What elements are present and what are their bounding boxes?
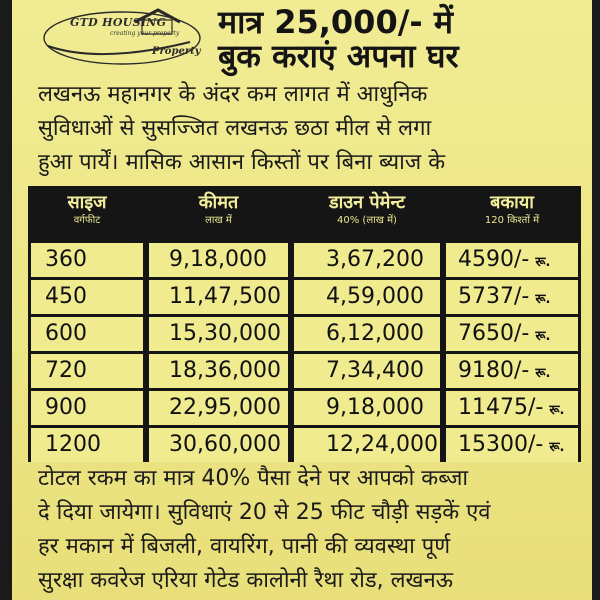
size-cell — [31, 428, 143, 462]
size-cell-value: 600 — [45, 321, 87, 346]
price-cell-value: 22,95,000 — [169, 395, 281, 420]
table-body — [28, 240, 581, 462]
header-size — [28, 192, 146, 228]
headline-price: मात्र 25,000/- में — [218, 3, 453, 41]
price-cell-value: 9,18,000 — [169, 247, 267, 272]
size-cell-value: 360 — [45, 247, 87, 272]
balance-cell — [446, 391, 578, 425]
price-cell — [149, 317, 288, 351]
logo-tagline: creating your property — [110, 30, 180, 37]
size-cell-value: 1200 — [45, 432, 101, 457]
price-cell — [149, 428, 288, 462]
header-price-sub: लाख में — [205, 215, 232, 226]
size-cell — [31, 391, 143, 425]
header-down-payment — [291, 192, 443, 228]
down-payment-cell-value: 7,34,400 — [326, 358, 424, 383]
right-border — [592, 0, 600, 600]
balance-cell-value: 7650/- — [458, 321, 530, 346]
left-border — [0, 0, 12, 600]
balance-cell — [446, 243, 578, 277]
balance-cell — [446, 428, 578, 462]
size-cell-value: 900 — [45, 395, 87, 420]
balance-cell-value: 9180/- — [458, 358, 530, 383]
balance-cell-value: 15300/- — [458, 432, 544, 457]
price-cell — [149, 280, 288, 314]
rupee-unit: रू. — [535, 255, 551, 270]
header-size-label: साइज — [67, 192, 107, 213]
footer-line: हर मकान में बिजली, वायरिंग, पानी की व्यवस्था पूर्ण — [38, 534, 451, 559]
down-payment-cell — [294, 280, 440, 314]
balance-cell — [446, 317, 578, 351]
price-cell — [149, 354, 288, 388]
rupee-unit: रू. — [549, 403, 565, 418]
header-price — [146, 192, 291, 228]
header-balance-label: बकाया — [490, 192, 534, 213]
down-payment-cell-value: 9,18,000 — [326, 395, 424, 420]
footer-line: सुरक्षा कवरेज एरिया गेटेड कालोनी रैथा रोड, लखनऊ — [38, 568, 454, 593]
down-payment-cell-value: 6,12,000 — [326, 321, 424, 346]
logo-property-word: Property — [152, 46, 201, 57]
price-cell — [149, 243, 288, 277]
footer-line: टोटल रकम का मात्र 40% पैसा देने पर आपको कब्जा — [38, 466, 469, 491]
intro-line: सुविधाओं से सुसज्जित लखनऊ छठा मील से लगा — [38, 116, 432, 141]
header-size-sub: वर्गफीट — [73, 215, 101, 226]
header-down-label: डाउन पेमेन्ट — [328, 192, 406, 213]
price-cell-value: 11,47,500 — [169, 284, 281, 309]
balance-cell — [446, 280, 578, 314]
down-payment-cell — [294, 428, 440, 462]
rupee-unit: रू. — [535, 329, 551, 344]
header-balance — [443, 192, 581, 228]
company-logo — [40, 6, 205, 68]
size-cell — [31, 243, 143, 277]
down-payment-cell — [294, 243, 440, 277]
size-cell-value: 720 — [45, 358, 87, 383]
down-payment-cell-value: 12,24,000 — [326, 432, 438, 457]
header-price-label: कीमत — [198, 192, 239, 213]
down-payment-cell — [294, 317, 440, 351]
rupee-unit: रू. — [549, 440, 565, 455]
price-cell-value: 18,36,000 — [169, 358, 281, 383]
table-header — [28, 186, 581, 240]
down-payment-cell — [294, 391, 440, 425]
balance-cell-value: 11475/- — [458, 395, 544, 420]
size-cell — [31, 280, 143, 314]
intro-line: हुआ पार्यें। मासिक आसान किस्तों पर बिना ब्याज के — [38, 150, 446, 175]
balance-cell-value: 4590/- — [458, 247, 530, 272]
down-payment-cell-value: 4,59,000 — [326, 284, 424, 309]
price-cell — [149, 391, 288, 425]
price-cell-value: 15,30,000 — [169, 321, 281, 346]
header-down-sub: 40% (लाख में) — [337, 215, 397, 226]
size-cell — [31, 317, 143, 351]
rupee-unit: रू. — [535, 366, 551, 381]
footer-line: दे दिया जायेगा। सुविधाएं 20 से 25 फीट चौड़ी सड़कें एवं — [38, 500, 491, 525]
intro-paragraph — [38, 78, 578, 180]
down-payment-cell — [294, 354, 440, 388]
size-cell-value: 450 — [45, 284, 87, 309]
size-cell — [31, 354, 143, 388]
rupee-unit: रू. — [535, 292, 551, 307]
header-balance-sub: 120 किश्तों में — [484, 215, 540, 226]
footer-paragraph — [38, 462, 578, 598]
price-cell-value: 30,60,000 — [169, 432, 281, 457]
balance-cell-value: 5737/- — [458, 284, 530, 309]
logo-brand-name: GTD HOUSING — [70, 16, 167, 29]
down-payment-cell-value: 3,67,200 — [326, 247, 424, 272]
headline-book: बुक कराएं अपना घर — [218, 37, 459, 75]
intro-line: लखनऊ महानगर के अंदर कम लागत में आधुनिक — [38, 82, 428, 107]
balance-cell — [446, 354, 578, 388]
